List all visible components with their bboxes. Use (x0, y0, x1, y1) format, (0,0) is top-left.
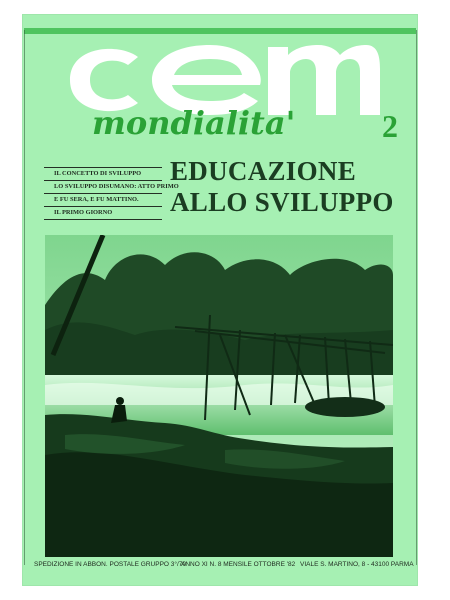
issue-number: 2 (382, 108, 398, 144)
river-scene-illustration (45, 235, 393, 557)
footer-issue-info: ANNO XI N. 8 MENSILE OTTOBRE '82 (181, 561, 296, 568)
frame-left-line (24, 30, 25, 565)
contents-list (44, 167, 179, 220)
contents-item: E FU SERA, E FU MATTINO. (44, 193, 162, 206)
headline-line-2: ALLO SVILUPPO (170, 187, 394, 217)
contents-item: LO SVILUPPO DISUMANO: ATTO PRIMO (44, 180, 162, 193)
contents-item: IL CONCETTO DI SVILUPPO (44, 167, 162, 180)
footer-postal-note: SPEDIZIONE IN ABBON. POSTALE GRUPPO 3°/70 (34, 561, 187, 568)
headline-line-1: EDUCAZIONE (170, 156, 357, 186)
top-rule (24, 28, 416, 34)
cover-photo (45, 235, 393, 557)
frame-right-line (416, 30, 417, 565)
contents-item: IL PRIMO GIORNO (44, 206, 162, 220)
footer-address: VIALE S. MARTINO, 8 - 43100 PARMA (300, 561, 414, 568)
magazine-subtitle: mondialita' (92, 104, 296, 142)
cover-headline (170, 156, 410, 218)
